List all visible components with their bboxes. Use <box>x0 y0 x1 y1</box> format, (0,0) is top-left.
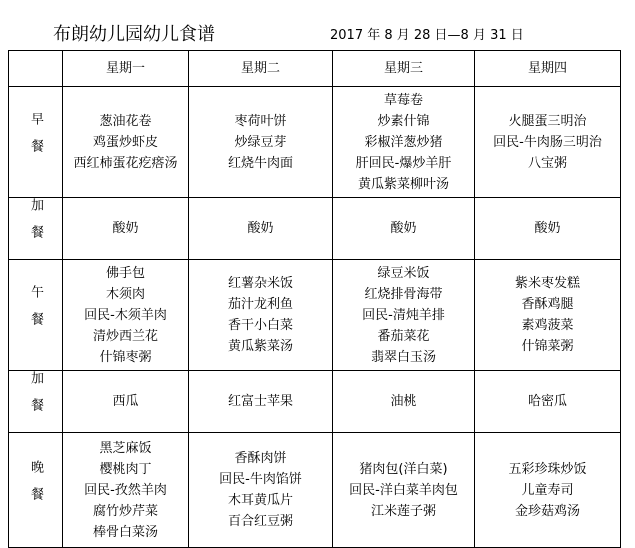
menu-cell <box>189 260 333 371</box>
dish-item: 番茄菜花 <box>377 328 430 344</box>
menu-cell <box>63 87 189 198</box>
menu-cell <box>333 433 475 548</box>
dish-item: 黄瓜紫菜汤 <box>227 339 293 354</box>
dish-item: 五彩珍珠炒饭 <box>508 461 587 477</box>
meal-label-cell <box>9 198 63 260</box>
menu-cell <box>475 260 621 371</box>
meal-label-cell <box>9 87 63 198</box>
dish-item: 什锦枣粥 <box>99 349 152 365</box>
dish-item: 茄汁龙利鱼 <box>227 297 293 312</box>
menu-cell <box>475 371 621 433</box>
dish-item: 回民-洋白菜羊肉包 <box>349 482 458 498</box>
dish-item: 酸奶 <box>112 221 139 236</box>
menu-cell <box>189 433 333 548</box>
day-header: 星期一 <box>63 51 189 87</box>
dish-item: 西红柿蛋花疙瘩汤 <box>73 155 178 171</box>
dish-item: 彩椒洋葱炒猪 <box>364 134 443 150</box>
meal-label-cell <box>9 371 63 433</box>
dish-item: 酸奶 <box>247 221 274 236</box>
dish-item: 香酥鸡腿 <box>521 297 574 312</box>
dish-item: 红烧牛肉面 <box>227 155 293 171</box>
meal-label: 加餐 <box>28 198 43 252</box>
menu-cell <box>63 371 189 433</box>
dish-item: 樱桃肉丁 <box>99 461 152 477</box>
meal-row <box>9 87 621 198</box>
header-row <box>9 51 621 87</box>
meal-label: 加餐 <box>28 371 43 425</box>
day-header: 星期四 <box>475 51 621 87</box>
menu-cell <box>63 433 189 548</box>
menu-cell <box>333 371 475 433</box>
dish-item: 香酥肉饼 <box>234 451 287 466</box>
menu-cell <box>189 198 333 260</box>
dish-item: 腐竹炒芹菜 <box>92 503 158 519</box>
dish-item: 紫米枣发糕 <box>514 276 580 291</box>
menu-cell <box>333 198 475 260</box>
dish-item: 油桃 <box>390 394 417 409</box>
menu-cell <box>475 198 621 260</box>
menu-cell <box>63 198 189 260</box>
dish-item: 炒素什锦 <box>377 113 430 129</box>
dish-item: 香干小白菜 <box>227 318 293 333</box>
dish-item: 清炒西兰花 <box>92 328 158 344</box>
menu-cell <box>475 433 621 548</box>
dish-item: 黄瓜紫菜柳叶汤 <box>357 176 449 192</box>
dish-item: 草莓卷 <box>383 92 423 108</box>
dish-item: 金珍菇鸡汤 <box>514 503 580 519</box>
dish-item: 酸奶 <box>534 221 561 236</box>
dish-item: 回民-牛肉馅饼 <box>219 472 302 487</box>
meal-row <box>9 198 621 260</box>
menu-cell <box>333 87 475 198</box>
dish-item: 红烧排骨海带 <box>364 286 443 302</box>
meal-row <box>9 371 621 433</box>
dish-item: 回民-清炖羊排 <box>362 307 445 323</box>
corner-cell <box>9 51 63 87</box>
dish-item: 鸡蛋炒虾皮 <box>92 134 158 150</box>
day-header: 星期三 <box>333 51 475 87</box>
dish-item: 回民-木须羊肉 <box>84 307 167 323</box>
page-title: 布朗幼儿园幼儿食谱 <box>53 24 215 45</box>
dish-item: 百合红豆粥 <box>227 514 293 529</box>
meal-label: 早餐 <box>28 111 43 166</box>
dish-item: 江米莲子粥 <box>370 503 436 519</box>
menu-cell <box>189 371 333 433</box>
menu-cell <box>333 260 475 371</box>
dish-item: 绿豆米饭 <box>377 265 430 281</box>
menu-cell <box>63 260 189 371</box>
dish-item: 儿童寿司 <box>521 482 574 498</box>
dish-item: 佛手包 <box>105 265 145 281</box>
dish-item: 素鸡菠菜 <box>521 318 574 333</box>
meal-row <box>9 433 621 548</box>
meal-label: 午餐 <box>28 284 43 339</box>
meal-label-cell <box>9 260 63 371</box>
dish-item: 枣荷叶饼 <box>234 113 287 129</box>
dish-item: 木耳黄瓜片 <box>227 493 293 508</box>
dish-item: 翡翠白玉汤 <box>370 349 436 365</box>
dish-item: 什锦菜粥 <box>521 339 574 354</box>
dish-item: 炒绿豆芽 <box>234 134 287 150</box>
day-header: 星期二 <box>189 51 333 87</box>
dish-item: 火腿蛋三明治 <box>508 113 587 129</box>
dish-item: 八宝粥 <box>527 155 567 171</box>
dish-item: 西瓜 <box>112 394 139 409</box>
menu-cell <box>475 87 621 198</box>
dish-item: 红富士苹果 <box>227 394 293 409</box>
date-range: 2017 年 8 月 28 日—8 月 31 日 <box>330 28 524 43</box>
dish-item: 棒骨白菜汤 <box>92 524 158 540</box>
meal-label-cell <box>9 433 63 548</box>
dish-item: 酸奶 <box>390 221 417 236</box>
meal-label: 晚餐 <box>28 459 43 514</box>
dish-item: 回民-牛肉肠三明治 <box>493 134 602 150</box>
dish-item: 黑芝麻饭 <box>99 440 152 456</box>
meal-row <box>9 260 621 371</box>
dish-item: 肝回民-爆炒羊肝 <box>355 155 452 171</box>
dish-item: 哈密瓜 <box>527 394 567 409</box>
dish-item: 木须肉 <box>105 286 145 302</box>
menu-table <box>8 50 621 548</box>
dish-item: 红薯杂米饭 <box>227 276 293 291</box>
dish-item: 回民-孜然羊肉 <box>84 482 167 498</box>
menu-cell <box>189 87 333 198</box>
dish-item: 葱油花卷 <box>99 113 152 129</box>
dish-item: 猪肉包(洋白菜) <box>359 461 448 477</box>
